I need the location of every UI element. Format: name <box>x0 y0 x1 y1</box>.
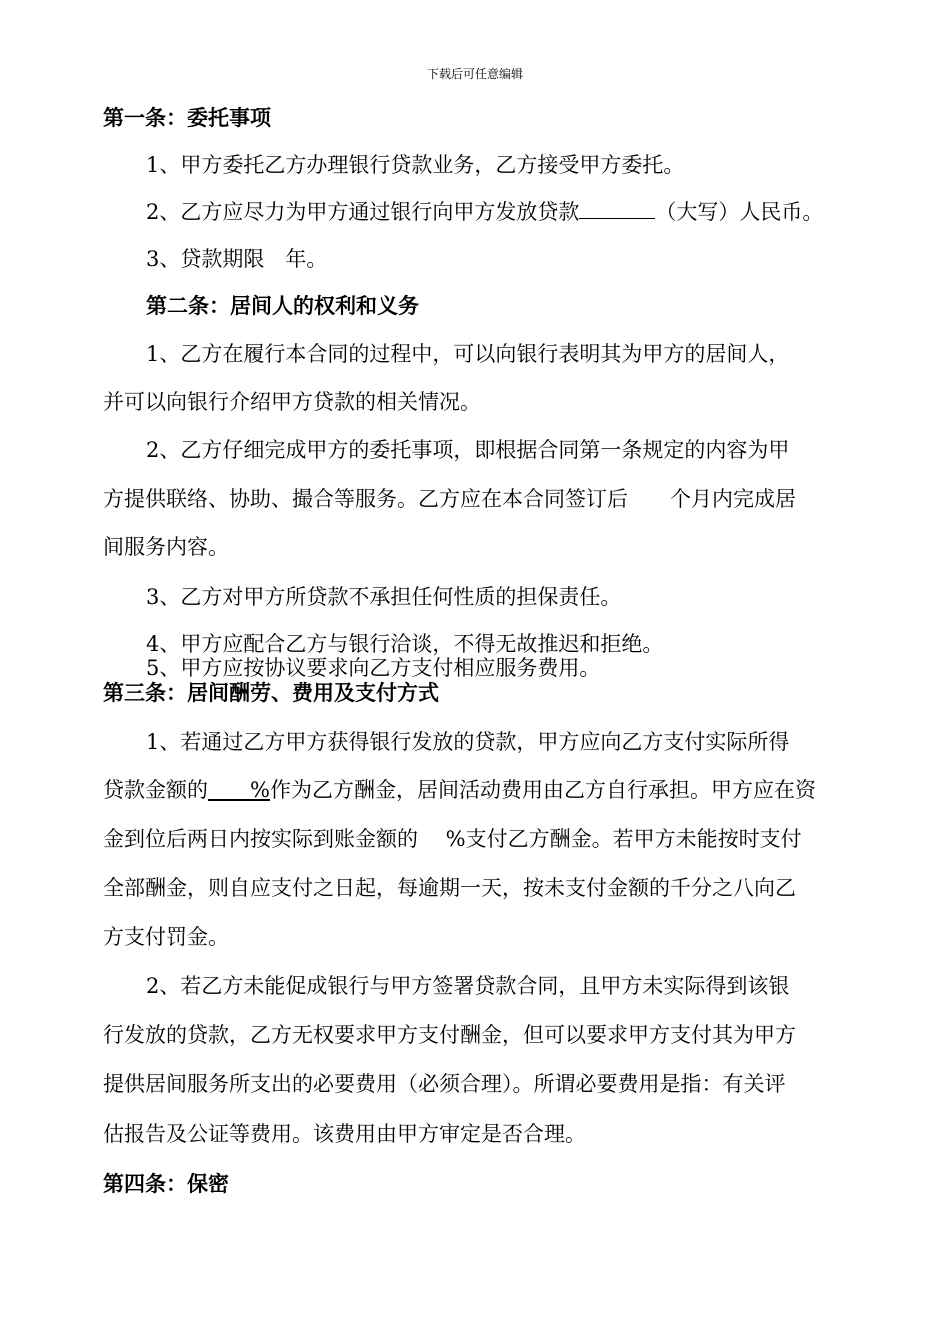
article1-title: 第一条：委托事项 <box>103 105 271 130</box>
article2-item2-line2: 方提供联络、协助、撮合等服务。乙方应在本合同签订后 个月内完成居 <box>103 487 796 511</box>
article3-item1-line3: 金到位后两日内按实际到账金额的 %支付乙方酬金。若甲方未能按时支付 <box>103 827 802 851</box>
article2-item2-line1: 2、乙方仔细完成甲方的委托事项，即根据合同第一条规定的内容为甲 <box>146 438 790 462</box>
article3-item1-line2-rest: 作为乙方酬金，居间活动费用由乙方自行承担。甲方应在资 <box>269 778 816 802</box>
percent-blank: % <box>208 778 270 802</box>
article2-title: 第二条：居间人的权利和义务 <box>146 293 419 318</box>
article2-item1-line2: 并可以向银行介绍甲方贷款的相关情况。 <box>103 390 481 414</box>
article3-item1-line2-text: 贷款金额的 <box>103 778 208 802</box>
article1-item2 <box>146 198 823 226</box>
article3-title: 第三条：居间酬劳、费用及支付方式 <box>103 680 439 705</box>
article1-item1: 1、甲方委托乙方办理银行贷款业务，乙方接受甲方委托。 <box>146 153 685 177</box>
article3-item1-line1: 1、若通过乙方甲方获得银行发放的贷款，甲方应向乙方支付实际所得 <box>146 730 790 754</box>
article2-item4: 4、甲方应配合乙方与银行洽谈，不得无故推迟和拒绝。 <box>146 632 664 656</box>
article2-item2-line3: 间服务内容。 <box>103 535 229 559</box>
article1-item2-text: 2、乙方应尽力为甲方通过银行向甲方发放贷款 <box>146 200 580 224</box>
article3-item2-line4: 估报告及公证等费用。该费用由甲方审定是否合理。 <box>103 1122 586 1146</box>
article2-item3: 3、乙方对甲方所贷款不承担任何性质的担保责任。 <box>146 585 622 609</box>
article1-item3: 3、贷款期限 年。 <box>146 247 328 271</box>
article3-item2-line2: 行发放的贷款，乙方无权要求甲方支付酬金，但可以要求甲方支付其为甲方 <box>103 1023 796 1047</box>
article3-item1-line4: 全部酬金，则自应支付之日起，每逾期一天，按未支付金额的千分之八向乙 <box>103 876 796 900</box>
article3-item2-line3: 提供居间服务所支出的必要费用（必须合理）。所谓必要费用是指：有关评 <box>103 1072 786 1096</box>
article3-item1-line2 <box>103 776 816 804</box>
article3-item1-line5: 方支付罚金。 <box>103 925 229 949</box>
article1-item2-suffix: （大写）人民币。 <box>655 200 824 224</box>
article3-item2-line1: 2、若乙方未能促成银行与甲方签署贷款合同，且甲方未实际得到该银 <box>146 974 790 998</box>
article2-item5: 5、甲方应按协议要求向乙方支付相应服务费用。 <box>146 656 601 680</box>
article2-item1-line1: 1、乙方在履行本合同的过程中，可以向银行表明其为甲方的居间人， <box>146 342 790 366</box>
amount-blank <box>579 198 655 219</box>
article4-title: 第四条：保密 <box>103 1171 229 1196</box>
header-note: 下载后可任意编辑 <box>426 67 523 81</box>
